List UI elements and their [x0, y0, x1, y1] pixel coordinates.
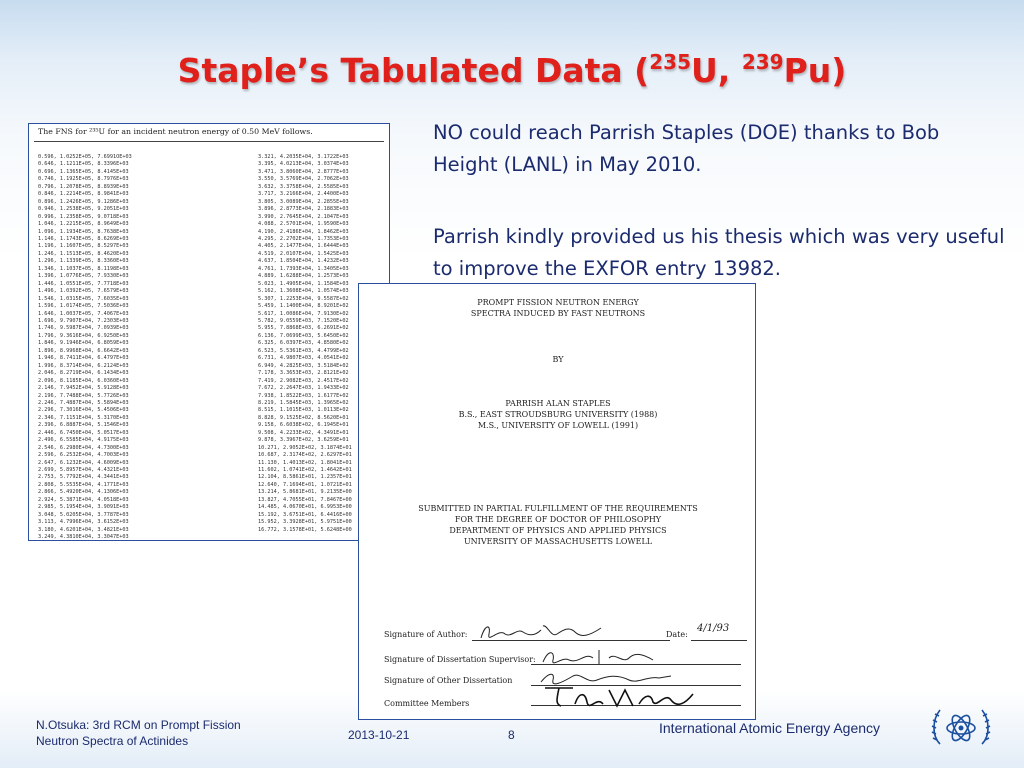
- fns-table-row: 3.632, 3.3758E+04, 2.5585E+03: [258, 183, 349, 190]
- fns-table-row: 4.761, 1.7393E+04, 1.3405E+03: [258, 265, 349, 272]
- fns-table-row: 2.985, 5.1954E+04, 3.9091E+03: [38, 504, 129, 511]
- fns-table-row: 2.396, 6.8887E+04, 5.1546E+03: [38, 422, 129, 429]
- fns-table-row: 3.896, 2.8773E+04, 2.1883E+03: [258, 206, 349, 213]
- fns-table-row: 2.699, 5.8957E+04, 4.4321E+03: [38, 467, 129, 474]
- slide-title: [0, 50, 1024, 90]
- thesis-submitted-line2: FOR THE DEGREE OF DOCTOR OF PHILOSOPHY: [454, 515, 662, 524]
- fns-table-row: 4.637, 1.8504E+04, 1.4232E+03: [258, 258, 349, 265]
- footer-organization: International Atomic Energy Agency: [659, 720, 881, 736]
- fns-table-row: 1.596, 1.0174E+05, 7.5036E+03: [38, 303, 129, 310]
- fns-table-row: 15.192, 3.6751E+01, 6.4416E+00: [258, 511, 352, 518]
- fns-table-row: 14.485, 4.0670E+01, 6.9953E+00: [258, 504, 352, 511]
- fns-table-row: 1.996, 8.3714E+04, 6.2124E+03: [38, 362, 129, 369]
- body-paragraph-thesis: Parrish kindly provided us his thesis which was very useful to improve the EXFOR entry 13982.: [433, 225, 1005, 280]
- fns-table-row: 1.246, 1.1513E+05, 8.4620E+03: [38, 250, 129, 257]
- fns-table-row: 4.405, 2.1477E+04, 1.6444E+03: [258, 243, 349, 250]
- fns-table-row: 1.546, 1.0315E+05, 7.6035E+03: [38, 295, 129, 302]
- fns-table-row: 1.646, 1.0037E+05, 7.4067E+03: [38, 310, 129, 317]
- fns-table-row: 5.023, 1.4905E+04, 1.1584E+03: [258, 280, 349, 287]
- fns-table-row: 8.515, 1.1015E+03, 1.0113E+02: [258, 407, 349, 414]
- fns-table-row: 1.196, 1.1607E+05, 8.5297E+03: [38, 243, 129, 250]
- fns-table-row: 2.096, 8.1185E+04, 6.0360E+03: [38, 377, 129, 384]
- footer-page-number: 8: [508, 728, 515, 742]
- fns-table-row: 2.924, 5.3871E+04, 4.0518E+03: [38, 496, 129, 503]
- fns-table-row: 10.687, 2.3174E+02, 2.6297E+01: [258, 452, 352, 459]
- fns-table-row: 3.180, 4.6201E+04, 3.4821E+03: [38, 526, 129, 533]
- fns-table-row: 1.346, 1.1037E+05, 8.1198E+03: [38, 265, 129, 272]
- fns-table-row: 5.162, 1.3608E+04, 1.0574E+03: [258, 288, 349, 295]
- fns-table-row: 4.519, 2.0107E+04, 1.5425E+03: [258, 250, 349, 257]
- fns-table-row: 1.846, 9.1946E+04, 6.8059E+03: [38, 340, 129, 347]
- fns-table-row: 2.546, 6.2980E+04, 4.7300E+03: [38, 444, 129, 451]
- fns-table-column-right: [258, 154, 352, 534]
- fns-table-row: 9.158, 6.6038E+02, 6.1945E+01: [258, 422, 349, 429]
- committee-signature-scribble-2: [539, 682, 699, 712]
- fns-table-row: 3.395, 4.0213E+04, 3.0374E+03: [258, 161, 349, 168]
- footer-author-line2: Neutron Spectra of Actinides: [36, 734, 189, 748]
- fns-table-row: 3.550, 3.5769E+04, 2.7062E+03: [258, 176, 349, 183]
- fns-table-row: 9.878, 3.3967E+02, 3.6259E+01: [258, 437, 349, 444]
- fns-table-row: 3.717, 3.2166E+04, 2.4400E+03: [258, 191, 349, 198]
- fns-table-row: 13.214, 5.8681E+01, 9.2135E+00: [258, 489, 352, 496]
- thesis-submitted-line4: UNIVERSITY OF MASSACHUSETTS LOWELL: [463, 537, 653, 546]
- fns-table-row: 1.796, 9.3616E+04, 6.9250E+03: [38, 332, 129, 339]
- fns-table-row: 5.617, 1.0086E+04, 7.9130E+02: [258, 310, 349, 317]
- fns-table-row: 1.496, 1.0392E+05, 7.6579E+03: [38, 288, 129, 295]
- fns-table-row: 0.846, 1.2214E+05, 8.9841E+03: [38, 191, 129, 198]
- fns-table-row: 1.096, 1.1934E+05, 8.7638E+03: [38, 228, 129, 235]
- fns-table-row: 2.446, 6.7450E+04, 5.0517E+03: [38, 429, 129, 436]
- fns-table-row: 7.938, 1.8522E+03, 1.6177E+02: [258, 392, 349, 399]
- title-superscript-u: 235: [649, 50, 691, 74]
- fns-table-row: 1.946, 8.7411E+04, 6.4797E+03: [38, 355, 129, 362]
- fns-table-row: 7.178, 3.3653E+03, 2.8121E+02: [258, 370, 349, 377]
- fns-table-row: 0.746, 1.1925E+05, 8.7976E+03: [38, 176, 129, 183]
- committee-members-label: Committee Members: [384, 699, 470, 708]
- fns-table-row: 4.295, 2.2702E+04, 1.7353E+03: [258, 235, 349, 242]
- fns-table-row: 2.146, 7.9452E+04, 5.9128E+03: [38, 385, 129, 392]
- fns-table-row: 1.146, 1.1743E+05, 8.6269E+03: [38, 235, 129, 242]
- date-label: Date:: [666, 630, 688, 639]
- fns-table-row: 0.646, 1.1211E+05, 8.3396E+03: [38, 161, 129, 168]
- fns-table-row: 6.731, 4.9807E+03, 4.0541E+02: [258, 355, 349, 362]
- title-text-start: Staple’s Tabulated Data (: [177, 51, 650, 90]
- fns-table-row: 3.471, 3.8060E+04, 2.8777E+03: [258, 168, 349, 175]
- fns-table-row: 1.296, 1.1339E+05, 8.3360E+03: [38, 258, 129, 265]
- fns-table-row: 2.046, 8.2719E+04, 6.1434E+03: [38, 370, 129, 377]
- fns-table-row: 6.325, 6.0397E+03, 4.8580E+02: [258, 340, 349, 347]
- fns-table-row: 11.602, 1.0741E+02, 1.4642E+01: [258, 467, 352, 474]
- thesis-submitted-line1: SUBMITTED IN PARTIAL FULFILLMENT OF THE REQUIREMENTS: [418, 504, 698, 513]
- author-signature-scribble: [477, 620, 607, 644]
- fns-table-row: 2.647, 6.1232E+04, 4.6009E+03: [38, 459, 129, 466]
- fns-table-row: 2.346, 7.1151E+04, 5.3170E+03: [38, 414, 129, 421]
- body-paragraph-contact: NO could reach Parrish Staples (DOE) thanks to Bob Height (LANL) in May 2010.: [433, 121, 940, 176]
- fns-table-row: 12.104, 8.5861E+01, 1.2357E+01: [258, 474, 352, 481]
- footer-author-text: [36, 717, 241, 749]
- fns-table-column-left: [38, 154, 132, 541]
- iaea-logo-icon: [930, 700, 992, 756]
- fns-table-row: 8.219, 1.5845E+03, 1.3965E+02: [258, 399, 349, 406]
- fns-table-row: 3.805, 3.0089E+04, 2.2855E+03: [258, 198, 349, 205]
- fns-table-row: 2.808, 5.5535E+04, 4.1771E+03: [38, 481, 129, 488]
- fns-table-row: 5.307, 1.2253E+04, 9.5587E+02: [258, 295, 349, 302]
- fns-table-row: 3.321, 4.2035E+04, 3.1722E+03: [258, 154, 349, 160]
- title-superscript-pu: 239: [741, 50, 784, 74]
- thesis-title-page-scan: [358, 283, 756, 720]
- fns-table-row: 6.523, 5.5361E+03, 4.4799E+02: [258, 347, 349, 354]
- thesis-degree-ms: M.S., UNIVERSITY OF LOWELL (1991): [477, 421, 639, 430]
- thesis-title-line2: SPECTRA INDUCED BY FAST NEUTRONS: [470, 309, 646, 318]
- fns-table-row: 8.828, 9.1525E+02, 8.5620E+01: [258, 414, 349, 421]
- fns-table-row: 15.952, 3.3928E+01, 5.9751E+00: [258, 519, 352, 526]
- fns-table-row: 6.136, 7.0699E+03, 5.6450E+02: [258, 332, 349, 339]
- fns-table-row: 4.889, 1.6288E+04, 1.2573E+03: [258, 273, 349, 280]
- signature-other-label: Signature of Other Dissertation: [384, 676, 513, 685]
- fns-table-scan: [28, 123, 390, 541]
- footer-date: 2013-10-21: [348, 728, 410, 742]
- fns-table-row: 0.796, 1.2078E+05, 8.8939E+03: [38, 183, 129, 190]
- footer-author-line1: N.Otsuka: 3rd RCM on Prompt Fission: [36, 718, 241, 732]
- fns-table-row: 7.672, 2.2647E+03, 1.9433E+02: [258, 385, 349, 392]
- fns-table-row: 11.130, 1.4013E+02, 1.8041E+01: [258, 459, 352, 466]
- supervisor-signature-scribble: [539, 646, 659, 668]
- fns-table-row: 4.088, 2.5701E+04, 1.9590E+03: [258, 221, 349, 228]
- fns-table-row: 5.955, 7.8868E+03, 6.2691E+02: [258, 325, 349, 332]
- thesis-title-line1: PROMPT FISSION NEUTRON ENERGY: [477, 298, 639, 307]
- title-text-u: U,: [690, 51, 742, 90]
- fns-table-caption: The FNS for ²³⁵U for an incident neutron energy of 0.50 MeV follows.: [38, 127, 313, 136]
- fns-table-row: 3.113, 4.7996E+04, 3.6152E+03: [38, 519, 129, 526]
- fns-table-row: 7.419, 2.9082E+03, 2.4517E+02: [258, 377, 349, 384]
- fns-table-row: 1.396, 1.0776E+05, 7.9330E+03: [38, 273, 129, 280]
- fns-table-row: 3.249, 4.3810E+04, 3.3047E+03: [38, 534, 129, 541]
- thesis-author-name: PARRISH ALAN STAPLES: [505, 399, 611, 408]
- signature-supervisor-label: Signature of Dissertation Supervisor:: [384, 655, 536, 664]
- fns-table-row: 13.827, 4.7055E+01, 7.8467E+00: [258, 496, 352, 503]
- signature-author-label: Signature of Author:: [384, 630, 468, 639]
- fns-table-row: 9.508, 4.2233E+02, 4.3491E+01: [258, 429, 349, 436]
- thesis-degree-bs: B.S., EAST STROUDSBURG UNIVERSITY (1988): [458, 410, 658, 419]
- fns-table-row: 5.782, 9.0559E+03, 7.1520E+02: [258, 317, 349, 324]
- fns-table-row: 6.949, 4.2825E+03, 3.5184E+02: [258, 362, 349, 369]
- fns-table-row: 2.496, 6.5585E+04, 4.9175E+03: [38, 437, 129, 444]
- fns-table-row: 1.746, 9.5987E+04, 7.0939E+03: [38, 325, 129, 332]
- fns-table-row: 2.296, 7.3016E+04, 5.4506E+03: [38, 407, 129, 414]
- fns-table-row: 5.459, 1.1400E+04, 8.9201E+02: [258, 303, 349, 310]
- fns-table-row: 3.990, 2.7645E+04, 2.1047E+03: [258, 213, 349, 220]
- thesis-by: BY: [552, 355, 564, 364]
- fns-table-row: 3.048, 5.0205E+04, 3.7787E+03: [38, 511, 129, 518]
- fns-table-row: 2.196, 7.7488E+04, 5.7726E+03: [38, 392, 129, 399]
- fns-table-row: 1.446, 1.0551E+05, 7.7718E+03: [38, 280, 129, 287]
- fns-table-row: 1.696, 9.7907E+04, 7.2303E+03: [38, 317, 129, 324]
- fns-table-row: 12.640, 7.1694E+01, 1.0721E+01: [258, 481, 352, 488]
- fns-table-row: 0.696, 1.1365E+05, 8.4145E+03: [38, 168, 129, 175]
- fns-table-rule: [34, 141, 384, 142]
- fns-table-row: 16.772, 3.1578E+01, 5.6248E+00: [258, 526, 352, 533]
- fns-table-row: 2.753, 5.7792E+04, 4.3441E+03: [38, 474, 129, 481]
- title-text-pu: Pu): [783, 51, 847, 90]
- fns-table-row: 2.246, 7.4887E+04, 5.5894E+03: [38, 399, 129, 406]
- fns-table-row: 10.271, 2.9052E+02, 3.1874E+01: [258, 444, 352, 451]
- date-line: [691, 640, 747, 641]
- fns-table-row: 0.896, 1.2426E+05, 9.1286E+03: [38, 198, 129, 205]
- fns-table-row: 0.946, 1.2538E+05, 9.2051E+03: [38, 206, 129, 213]
- fns-table-row: 2.866, 5.4920E+04, 4.1306E+03: [38, 489, 129, 496]
- fns-table-row: 4.190, 2.4186E+04, 1.8462E+03: [258, 228, 349, 235]
- signature-date-value: 4/1/93: [697, 623, 730, 634]
- fns-table-row: 1.046, 1.2215E+05, 8.9649E+03: [38, 221, 129, 228]
- fns-table-row: 1.896, 8.9968E+04, 6.6642E+03: [38, 347, 129, 354]
- fns-table-row: 0.996, 1.2358E+05, 9.0718E+03: [38, 213, 129, 220]
- thesis-submitted-line3: DEPARTMENT OF PHYSICS AND APPLIED PHYSICS: [449, 526, 667, 535]
- fns-table-row: 2.596, 6.2532E+04, 4.7003E+03: [38, 452, 129, 459]
- fns-table-row: 0.596, 1.0252E+05, 7.6991OE+03: [38, 154, 132, 160]
